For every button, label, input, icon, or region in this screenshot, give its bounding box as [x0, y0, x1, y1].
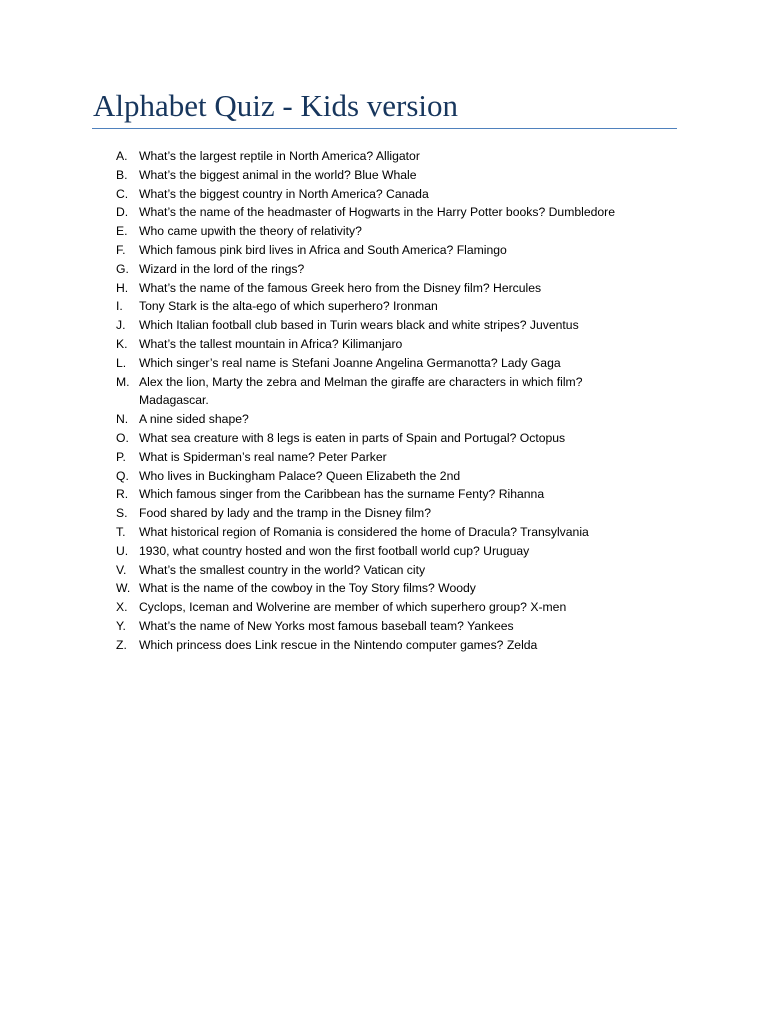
- question-letter: U.: [116, 543, 129, 558]
- question-text: A nine sided shape?: [139, 412, 249, 427]
- question-text: What’s the biggest animal in the world? Blue Whale: [139, 167, 417, 182]
- question-text: Food shared by lady and the tramp in the Disney film?: [139, 506, 431, 521]
- question-letter: W.: [116, 581, 131, 596]
- question-item: [0, 598, 768, 617]
- question-item: [0, 523, 768, 542]
- question-item: [0, 617, 768, 636]
- question-item: [0, 241, 768, 260]
- question-letter: K.: [116, 336, 128, 351]
- question-letter: C.: [116, 186, 129, 201]
- question-text: Who came upwith the theory of relativity?: [139, 224, 362, 239]
- page-title: Alphabet Quiz - Kids version: [93, 88, 459, 123]
- question-item: [0, 485, 768, 504]
- question-text: Which princess does Link rescue in the Nintendo computer games? Zelda: [139, 637, 538, 652]
- question-text: Which singer’s real name is Stefani Joanne Angelina Germanotta? Lady Gaga: [139, 355, 561, 370]
- question-item: [0, 636, 768, 655]
- question-text: Cyclops, Iceman and Wolverine are member of which superhero group? X-men: [139, 600, 567, 615]
- question-item: [0, 429, 768, 448]
- question-letter: T.: [116, 524, 126, 539]
- question-text: What’s the biggest country in North America? Canada: [139, 186, 429, 201]
- question-text: What sea creature with 8 legs is eaten in parts of Spain and Portugal? Octopus: [139, 430, 566, 445]
- question-letter: M.: [116, 374, 130, 389]
- question-letter: A.: [116, 149, 128, 163]
- question-item: [0, 166, 768, 185]
- question-item: [0, 410, 768, 429]
- question-letter: L.: [116, 355, 127, 370]
- question-text: Tony Stark is the alta-ego of which superhero? Ironman: [139, 299, 438, 314]
- question-letter: D.: [116, 205, 129, 220]
- question-letter: I.: [116, 299, 123, 314]
- question-letter: N.: [116, 412, 129, 427]
- question-text: What’s the name of the famous Greek hero from the Disney film? Hercules: [139, 280, 542, 295]
- question-text: Who lives in Buckingham Palace? Queen Elizabeth the 2nd: [139, 468, 461, 483]
- question-letter: F.: [116, 242, 126, 257]
- question-text: What historical region of Romania is considered the home of Dracula? Transylvania: [139, 524, 589, 539]
- question-text: What’s the name of the headmaster of Hogwarts in the Harry Potter books? Dumbledore: [139, 205, 616, 220]
- question-text: What’s the smallest country in the world? Vatican city: [139, 562, 426, 577]
- question-list: [0, 147, 768, 655]
- question-text: 1930, what country hosted and won the first football world cup? Uruguay: [139, 543, 530, 558]
- question-item: [0, 504, 768, 523]
- question-item: [0, 279, 768, 298]
- question-text: What’s the tallest mountain in Africa? Kilimanjaro: [139, 336, 403, 351]
- question-letter: O.: [116, 430, 129, 445]
- question-text: Which famous pink bird lives in Africa and South America? Flamingo: [139, 242, 507, 257]
- question-item: [0, 467, 768, 486]
- question-item: [0, 542, 768, 561]
- question-item: [0, 297, 768, 316]
- question-item: [0, 185, 768, 204]
- question-letter: X.: [116, 600, 128, 615]
- question-text: Alex the lion, Marty the zebra and Melman the giraffe are characters in which film? Madagascar.: [139, 374, 583, 408]
- question-letter: P.: [116, 449, 126, 464]
- question-letter: G.: [116, 261, 129, 276]
- question-item: [0, 561, 768, 580]
- question-item: [0, 354, 768, 373]
- question-text: What’s the name of New Yorks most famous baseball team? Yankees: [139, 618, 514, 633]
- question-letter: V.: [116, 562, 127, 577]
- question-text: Which Italian football club based in Turin wears black and white stripes? Juventus: [139, 318, 579, 333]
- question-letter: E.: [116, 224, 128, 239]
- question-letter: S.: [116, 506, 128, 521]
- question-item: [0, 448, 768, 467]
- question-item: [0, 335, 768, 354]
- question-item: [0, 373, 768, 411]
- question-letter: B.: [116, 167, 128, 182]
- question-item: [0, 147, 768, 166]
- question-text: What is the name of the cowboy in the Toy Story films? Woody: [139, 581, 476, 596]
- question-letter: Z.: [116, 637, 127, 652]
- question-item: [0, 316, 768, 335]
- question-letter: R.: [116, 487, 129, 502]
- question-letter: H.: [116, 280, 129, 295]
- question-letter: Y.: [116, 618, 126, 633]
- question-letter: J.: [116, 318, 126, 333]
- question-item: [0, 203, 768, 222]
- question-item: [0, 222, 768, 241]
- question-item: [0, 260, 768, 279]
- question-letter: Q.: [116, 468, 129, 483]
- question-text: Which famous singer from the Caribbean has the surname Fenty? Rihanna: [139, 487, 545, 502]
- question-text: Wizard in the lord of the rings?: [139, 261, 305, 276]
- question-text: What is Spiderman’s real name? Peter Parker: [139, 449, 387, 464]
- question-text: What’s the largest reptile in North America? Alligator: [139, 149, 420, 163]
- title-underline: [92, 128, 677, 129]
- question-item: [0, 579, 768, 598]
